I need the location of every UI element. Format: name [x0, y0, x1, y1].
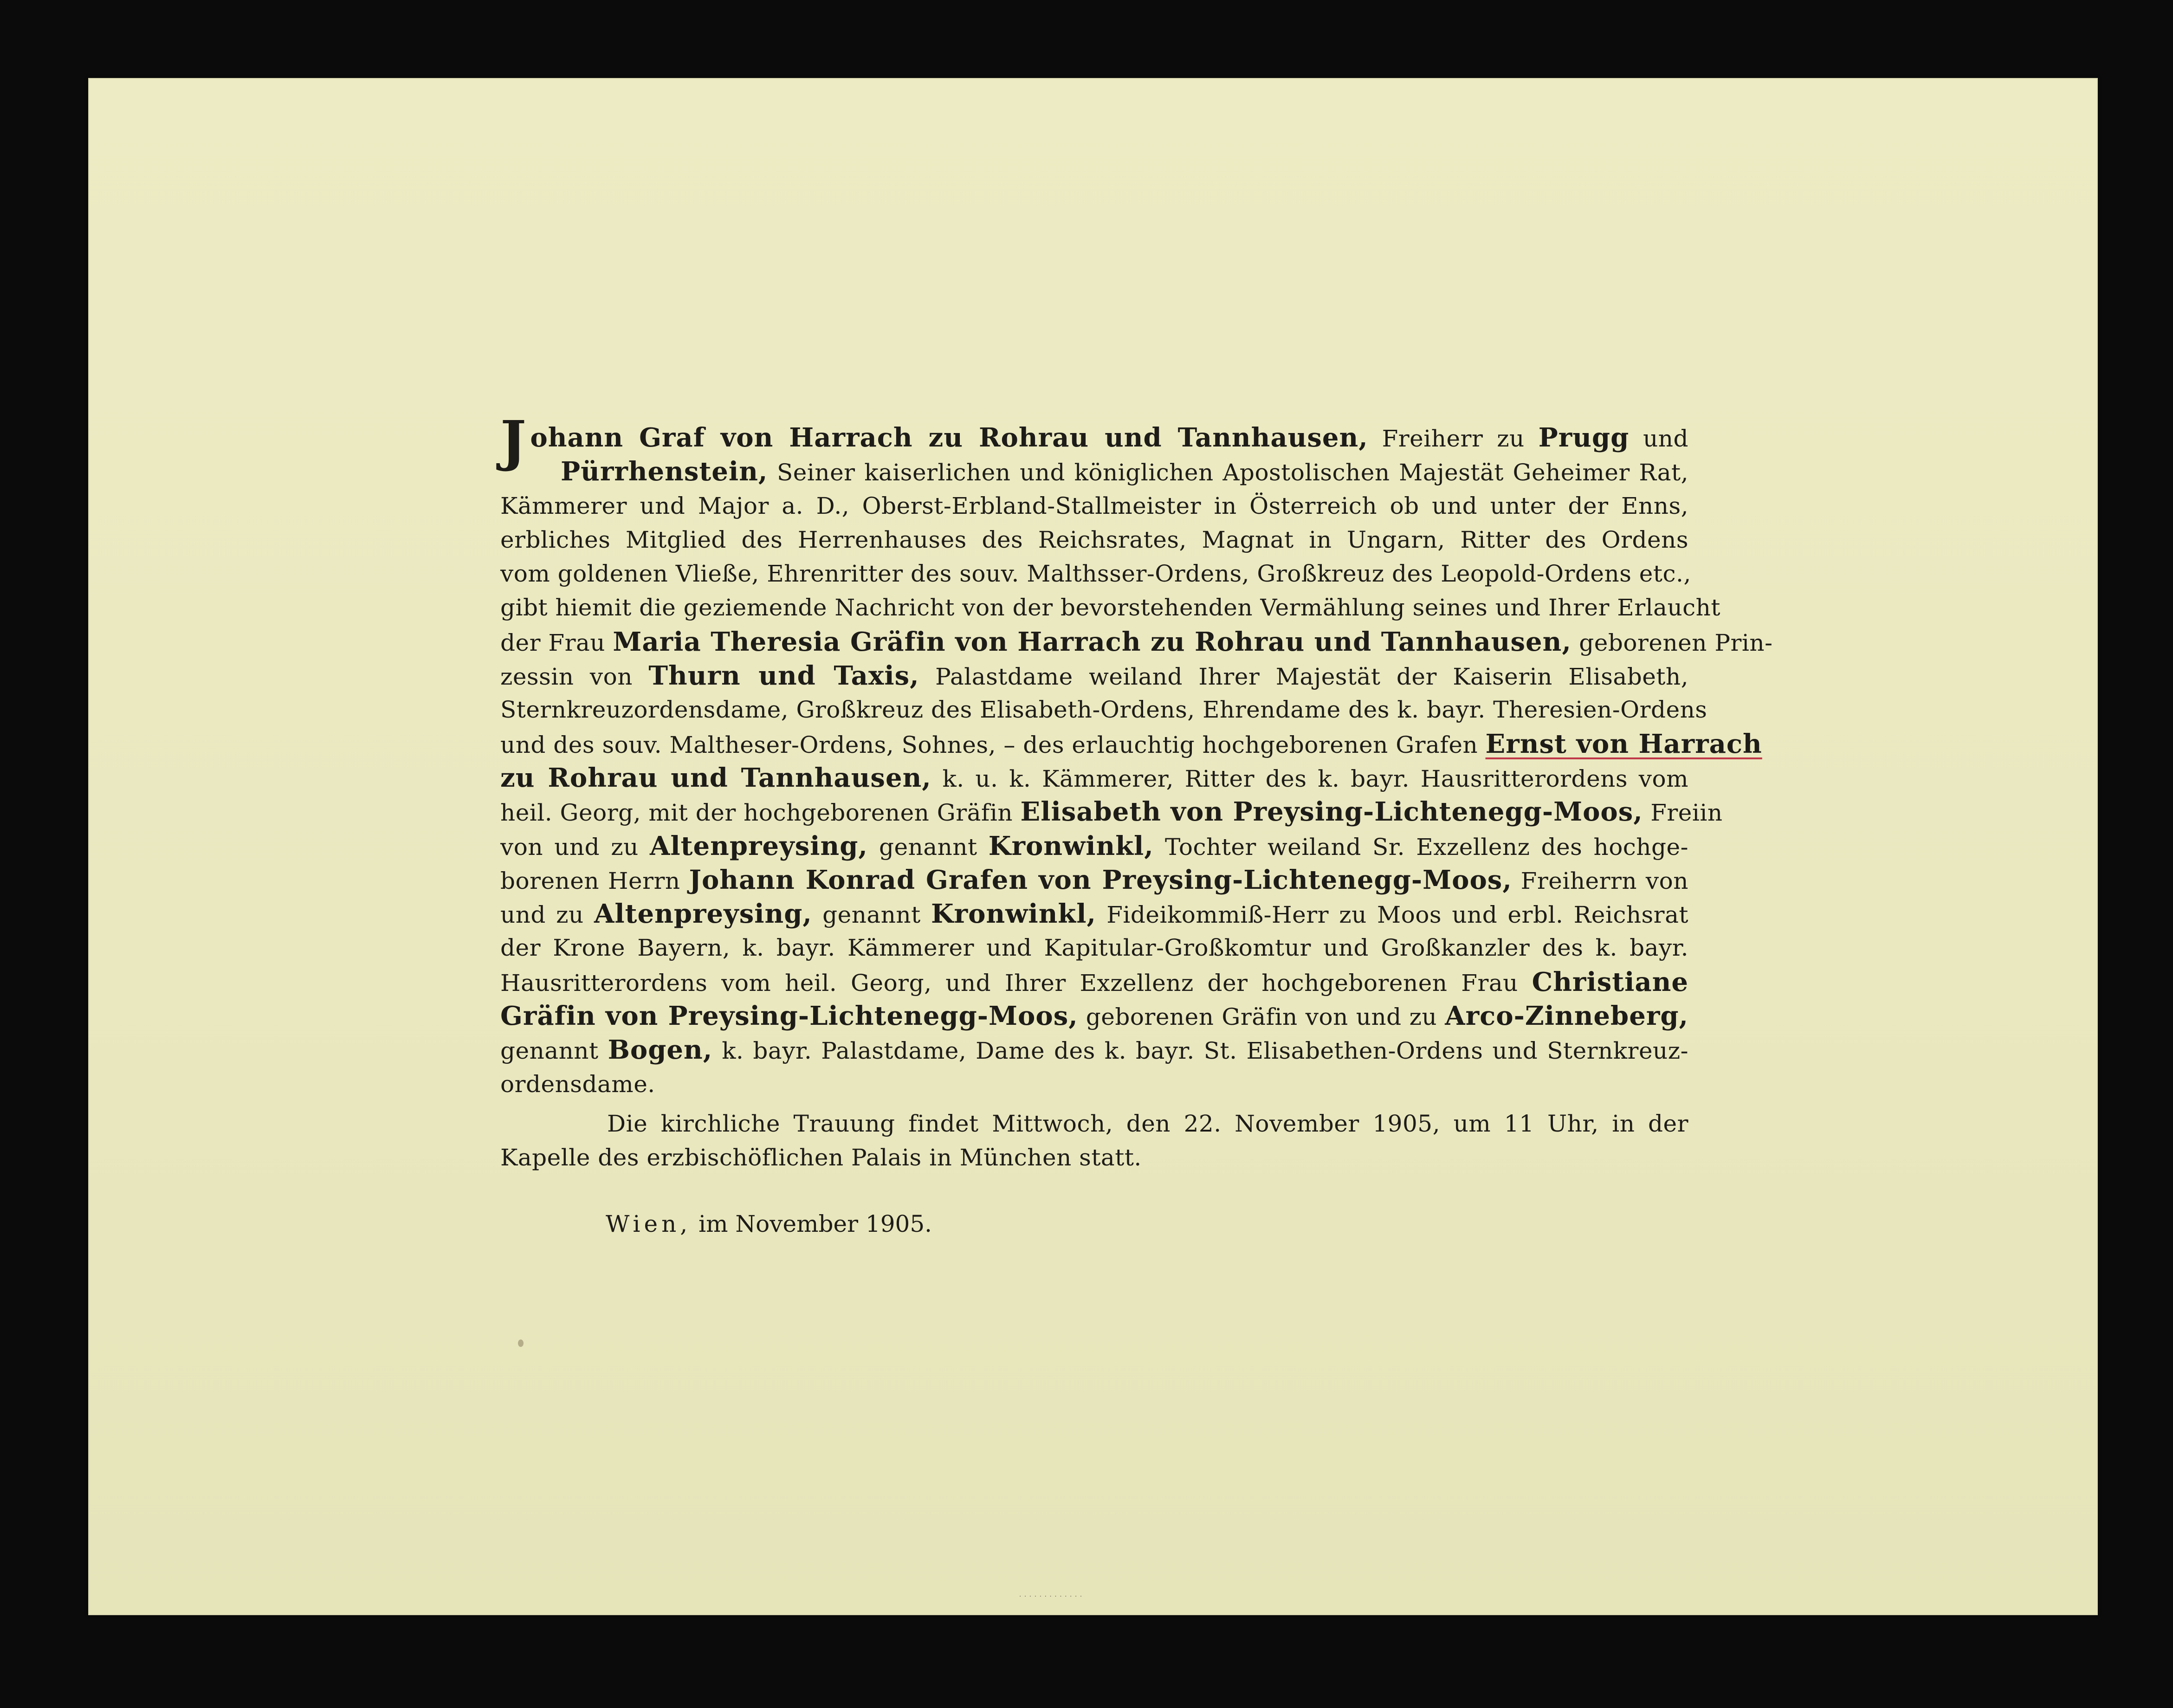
paper-spot: [518, 1339, 524, 1347]
body-text: borenen Herrn: [500, 867, 689, 894]
name-emphasis: Maria Theresia Gräfin von Harrach zu Rohrau und Tannhausen,: [613, 626, 1572, 657]
body-text: Sternkreuzordensdame, Großkreuz des Elisabeth-Ordens, Ehrendame des k. bayr. Theresien-Ordens: [500, 696, 1707, 724]
body-text: Seiner kaiserlichen und königlichen Apostolischen Majestät Geheimer Rat,: [768, 459, 1688, 486]
body-text: genannt: [812, 901, 931, 929]
drop-initial: J: [500, 408, 527, 473]
name-emphasis: Pürrhenstein,: [561, 456, 768, 487]
body-text: Tochter weiland Sr. Exzellenz des hochge-: [1153, 833, 1688, 860]
name-emphasis: Johann Konrad Grafen von Preysing-Lichtenegg-Moos,: [689, 864, 1512, 895]
name-emphasis: Kronwinkl,: [931, 899, 1096, 930]
name-emphasis: Altenpreysing,: [594, 899, 812, 930]
name-emphasis: ohann Graf von Harrach zu Rohrau und Tannhausen,: [530, 422, 1368, 453]
name-emphasis: Elisabeth von Preysing-Lichtenegg-Moos,: [1020, 796, 1643, 828]
body-text: heil. Georg, mit der hochgeborenen Gräfin: [500, 799, 1021, 827]
ceremony-line: Kapelle des erzbischöflichen Palais in München statt.: [500, 1144, 1142, 1171]
body-text: erbliches Mitglied des Herrenhauses des Reichsrates, Magnat in Ungarn, Ritter des Ordens: [500, 526, 1688, 553]
body-text: vom goldenen Vließe, Ehrenritter des souv. Malthsser-Ordens, Großkreuz des Leopold-Ordens etc.,: [500, 560, 1691, 588]
announcement-line: [500, 421, 1688, 455]
announcement-line: [500, 1068, 1688, 1101]
name-emphasis: Prugg: [1538, 422, 1630, 453]
name-emphasis: Kronwinkl,: [988, 830, 1154, 861]
name-emphasis: Bogen,: [608, 1035, 713, 1066]
body-text: Palastdame weiland Ihrer Majestät der Kaiserin Elisabeth,: [919, 663, 1688, 691]
date-text: im November 1905.: [691, 1210, 932, 1237]
announcement-line: [500, 591, 1720, 625]
announcement-line: [500, 659, 1688, 693]
announcement-line: [500, 761, 1688, 795]
name-emphasis: Thurn und Taxis,: [648, 660, 919, 692]
body-text: k. bayr. Palastdame, Dame des k. bayr. St. Elisabethen-Ordens und Sternkreuz-: [712, 1037, 1688, 1065]
name-emphasis: zu Rohrau und Tannhausen,: [500, 762, 931, 793]
body-text: geborenen Prin-: [1571, 629, 1773, 656]
body-text: genannt: [867, 833, 989, 860]
announcement-line: [500, 863, 1688, 897]
body-text: Freiherr zu: [1368, 425, 1539, 452]
announcement-line: [500, 727, 1762, 761]
printer-mark: · · · · · · · · · · · · ·: [1019, 1593, 1083, 1600]
body-text: genannt: [500, 1037, 608, 1065]
body-text: k. u. k. Kämmerer, Ritter des k. bayr. Hausritterordens vom: [931, 765, 1688, 792]
body-text: Fideikommiß-Herr zu Moos und erbl. Reichsrat: [1096, 901, 1688, 929]
body-text: und zu: [500, 901, 594, 929]
body-text: und des souv. Maltheser-Ordens, Sohnes, – des erlauchtig hochgeborenen Grafen: [500, 731, 1486, 758]
name-emphasis: Altenpreysing,: [649, 830, 868, 861]
body-text: Freiin: [1643, 799, 1723, 827]
announcement-line: [500, 523, 1688, 557]
body-text: der Frau: [500, 629, 613, 656]
announcement-line: [500, 897, 1688, 931]
announcement-line: [500, 489, 1688, 523]
body-text: gibt hiemit die geziemende Nachricht von der bevorstehenden Vermählung seines und Ihrer Erlaucht: [500, 594, 1720, 621]
body-text: zessin von: [500, 663, 649, 691]
announcement-line: [500, 829, 1688, 863]
name-emphasis: Christiane: [1532, 966, 1688, 997]
name-emphasis: Arco-Zinneberg,: [1445, 1001, 1688, 1032]
place-date-line: [606, 1210, 932, 1237]
body-text: Freiherrn von: [1512, 867, 1688, 894]
announcement-text: [500, 408, 1773, 1175]
announcement-line: [500, 1033, 1688, 1067]
body-text: und: [1629, 425, 1689, 452]
name-emphasis: Gräfin von Preysing-Lichtenegg-Moos,: [500, 1001, 1078, 1032]
body-text: der Krone Bayern, k. bayr. Kämmerer und Kapitular-Großkomtur und Großkanzler des k. bayr.: [500, 934, 1688, 962]
announcement-line: [500, 693, 1707, 727]
paragraph-gap: [500, 1101, 1688, 1107]
announcement-line: [500, 931, 1688, 965]
announcement-line: [500, 999, 1688, 1033]
body-text: Hausritterordens vom heil. Georg, und Ihrer Exzellenz der hochgeborenen Frau: [500, 969, 1532, 996]
announcement-line: [500, 795, 1723, 829]
body-text: Kämmerer und Major a. D., Oberst-Erbland-Stallmeister in Österreich ob und unter der Enns,: [500, 492, 1688, 519]
body-text: ordensdame.: [500, 1070, 655, 1098]
announcement-line: [500, 557, 1691, 591]
body-text: von und zu: [500, 833, 650, 860]
body-text: geborenen Gräfin von und zu: [1078, 1003, 1445, 1031]
announcement-line: [500, 965, 1688, 999]
place-name: Wien,: [606, 1210, 692, 1237]
announcement-line: [500, 455, 1688, 489]
name-emphasis: Ernst von Harrach: [1485, 728, 1762, 759]
ceremony-line: Die kirchliche Trauung findet Mittwoch, den 22. November 1905, um 11 Uhr, in der: [607, 1110, 1688, 1137]
announcement-line: [500, 625, 1773, 659]
